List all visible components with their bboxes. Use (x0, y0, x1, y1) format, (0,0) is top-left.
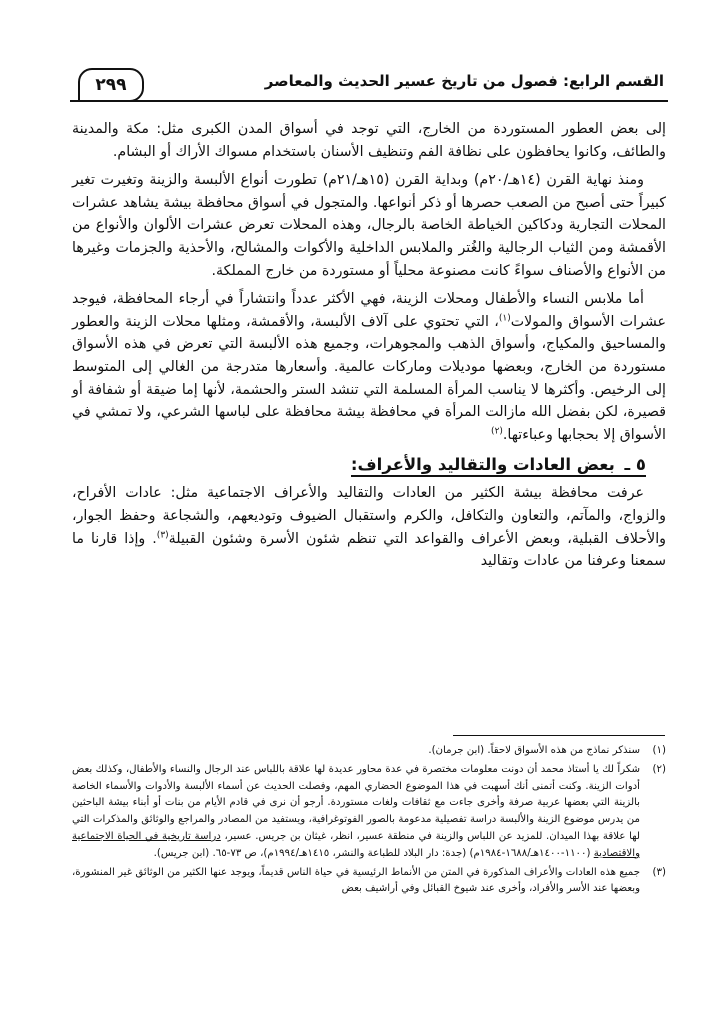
section-title: بعض العادات والتقاليد والأعراف: (350, 455, 615, 475)
header-rule (70, 100, 668, 102)
footnote-2 (72, 762, 666, 863)
main-text (72, 118, 666, 579)
footnote-1 (72, 743, 666, 760)
footnote-3 (72, 865, 666, 899)
footnote-number: (١) (652, 745, 666, 756)
page-header (70, 68, 668, 96)
section-heading (72, 452, 666, 478)
section-number: ٥ ـ (624, 455, 646, 475)
section-paragraph (72, 482, 666, 572)
footnote-number: (٢) (652, 763, 666, 775)
footnote-text: شكراً لك يا أستاذ محمد أن دونت معلومات مختصرة في عدة محاور عديدة لها علاقة باللباس عند الرجال والنساء والأطفال، وكذلك بعض أدوات الزينة. وكنت أتمنى أنك أسهبت في هذا الموضوع الحضاري المهم، وفصلت الحديث عن أسماء الألبسة والأدوات والأسماء الخاصة بالزينة التي بعضها عربية صرفة وأخرى جاءت مع ثقافات ولغات مستوردة. أرجو أن نرى في قادم الأيام من بنات أو أبناء بيشة الباحثين من يدرس موضوع الزينة والألبسة دراسة تفصيلية مدعومة بالصور الفوتوغرافية، ويستفيد من المصادر والمراجع والوثائق والمذكرات التي لها علاقة بهذا الميدان. للمزيد عن اللباس والزينة في منطقة عسير، انظر، غيثان بن جريس. عسير، دراسة تاريخية في الحياة الاجتماعية والاقتصادية (١١٠٠-١٤٠٠هـ/١٦٨٨-١٩٨٤م) (جدة: دار البلاد للطباعة والنشر، ١٤١٥هـ/١٩٩٤م)، ص ٧٣-٦٥. (ابن جريس). (72, 763, 640, 859)
paragraph-3 (72, 288, 666, 446)
footnote-ref-2[interactable]: (٢) (491, 425, 503, 436)
section-paragraph-text: عرفت محافظة بيشة الكثير من العادات والتقاليد والأعراف الاجتماعية مثل: عادات الأفراح، والزواج، والمآتم، والتعاون والتكافل، والكرم واستقبال الضيوف وتوديعهم، والشجاعة وحفظ الجوار، والأحلاف القبلية، وبعض الأعراف والقواعد التي تنظم شئون الأسرة وشئون القبيلة$^{(٣)}$. وإذا قارنا ما سمعنا وعرفنا من عادات وتقاليد (72, 485, 666, 570)
footnote-rule (453, 735, 665, 736)
paragraph-2: ومنذ نهاية القرن (١٤هـ/٢٠م) وبداية القرن (١٥هـ/٢١م) تطورت أنواع الألبسة والزينة وتغيرت تغير كبيراً حتى أصبح من الصعب حصرها أو ذكر أنواعها. والمتجول في أسواق محافظة بيشة يشاهد عشرات المحلات التجارية ودكاكين الخياطة الخاصة بالرجال، وهذه المحلات تعرض عشرات الألوان والأنواع من الأقمشة ومن الثياب الرجالية والغُتر والملابس الداخلية والأكوات والمشالح، والأحذية والجزمات وغيرها من الأنواع والأصناف سواءً كانت مصنوعة محلياً أو مستوردة من خارج المملكة. (72, 172, 666, 279)
book-title: دراسة تاريخية في الحياة الاجتماعية والاقتصادية (72, 830, 640, 859)
paragraph-3-text: أما ملابس النساء والأطفال ومحلات الزينة، فهي الأكثر عدداً وانتشاراً في أرجاء المحافظة، فيوجد عشرات الأسواق والمولات$^{(١)}$، التي تحتوي على آلاف الألبسة، والأقمشة، ومثلها محلات الزينة والعطور والمساحيق والمكياج، وأسواق الذهب والمجوهرات، وجميع هذه الألبسة التي تعرض في هذه الأسواق مستوردة من الخارج، وبعضها موديلات وماركات عالمية. وأسعارها متدرجة من الغالي إلى المتوسط إلى الرخيص. وأكثرها لا يناسب المرأة المسلمة التي تنشد الستر والحشمة، لأنها إما ضيقة أو شفافة أو قصيرة، لكن بفضل الله مازالت المرأة في محافظة بيشة محافظة على لباسها الشرعي، ولا تمشي في الأسواق إلا بحجابها وعباءتها. (72, 291, 666, 443)
footnote-ref-1[interactable]: (١) (498, 313, 511, 324)
running-title: القسم الرابع: فصول من تاريخ عسير الحديث والمعاصر (264, 72, 664, 90)
footnote-ref-3[interactable]: (٣) (156, 529, 169, 540)
footnote-number: (٣) (652, 866, 666, 878)
footnote-text: سنذكر نماذج من هذه الأسواق لاحقاً. (ابن جرمان). (428, 745, 640, 756)
footnote-text: جميع هذه العادات والأعراف المذكورة في المتن من الأنماط الرئيسية في حياة الناس قديماً، ويوجد عنها الكثير من الوثائق غير المنشورة، وبعضها عند الأسر والأفراد، وأخرى عند شيوخ القبائل وفي أراشيف بعض (72, 866, 640, 895)
paragraph-1: إلى بعض العطور المستوردة من الخارج، التي توجد في أسواق المدن الكبرى مثل: مكة والمدينة والطائف، وكانوا يحافظون على نظافة الفم وتنظيف الأسنان باستخدام مسواك الأراك أو البشام. (72, 121, 666, 160)
page-number: ٢٩٩ (78, 68, 144, 102)
footnotes (72, 743, 666, 900)
